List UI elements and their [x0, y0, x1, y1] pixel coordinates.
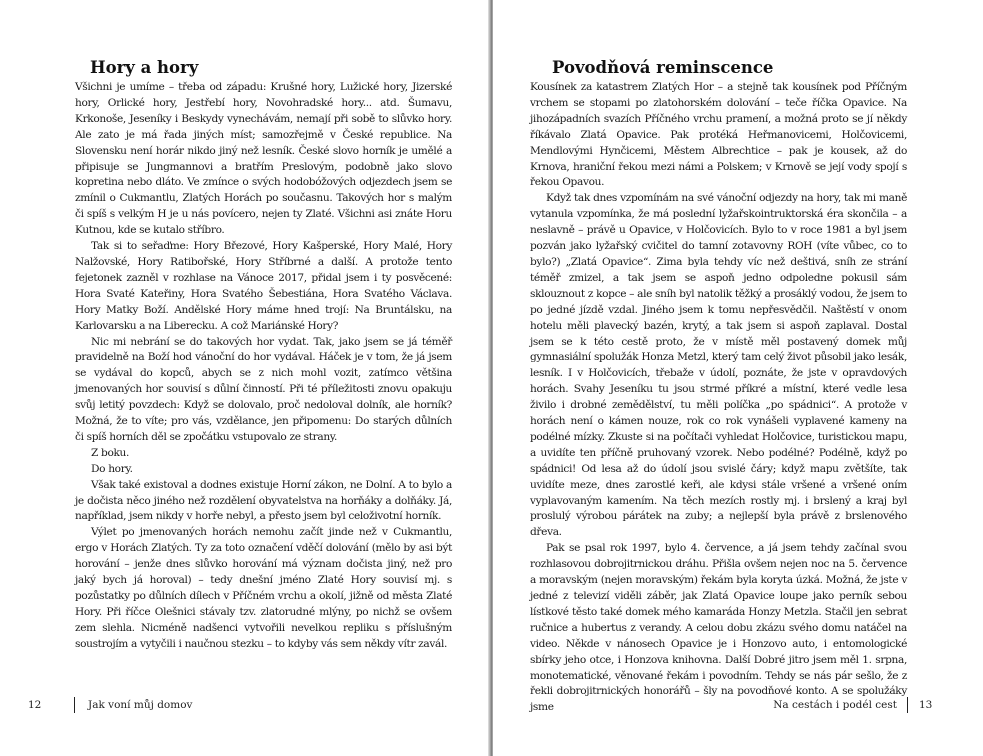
footer-divider [74, 697, 75, 713]
right-page-content [530, 58, 907, 716]
paragraph: Z boku. [91, 446, 130, 459]
paragraph: Však také existoval a dodnes existuje Horní zákon, ne Dolní. A to bylo a je dočista něco jiného než rozdělení obyvatelstva na horňáky a dolňáky. Já, například, jsem nikdy v horře nebyl, a přesto jsem byl celoživotní horník. [75, 478, 452, 523]
running-title: Jak voní můj domov [88, 699, 193, 711]
body-text [75, 80, 452, 653]
footer-divider [907, 697, 908, 713]
chapter-heading: Hory a hory [90, 58, 199, 77]
paragraph: Všichni je umíme – třeba od západu: Krušné hory, Lužické hory, Jizerské hory, Orlické hory, Jestřebí hory, Novohradské hory... atd. Šumavu, Krkonoše, Jeseníky i Beskydy vynechávám, nemají při sobě to slůvko hory. Ale zato je má řada jiných míst; samozřejmě v České republice. Na Slovensku není horár nikdo jiný než lesník. České slovo horník je umělé a připisuje se Jungmannovi a bratřím Preslovým, podobně jako slovo kopretina nebo dláto. Ve zmínce o svých hodobóžových odjezdech jsem se zmínil o Cukmantlu, Zlatých Horách po současnu. Takových hor s malým či spíš s velkým H je u nás povícero, nejen ty Zlaté. Všichni asi znáte Horu Kutnou, kde se kutalo stříbro. [75, 81, 452, 237]
page-footer [493, 695, 983, 715]
paragraph: Výlet po jmenovaných horách nemohu začít jinde než v Cukmantlu, ergo v Horách Zlatých. Ty za toto označení vděčí dolování (mělo by asi být horování – jenže dnes slůvko horování má význam dočista jiný, než pro jaký bych já horoval) – tedy dnešní jméno Zlaté Hory souvisí mj. s pozůstatky po důlních dílech v Příčném vrchu a okolí, jižně od města Zlaté Hory. Při říčce Olešnici stávaly tzv. zlatorudné mlýny, po nichž se ovšem zem slehla. Nicméně nadšenci vytvořili nevelkou repliku s příslušným soustrojím a vytyčili i naučnou stezku – to kdyby vás sem někdy vítr zavál. [75, 526, 452, 650]
paragraph: Nic mi nebrání se do takových hor vydat. Tak, jako jsem se já téměř pravidelně na Boží hod vánoční do hor vydával. Háček je v tom, že já jsem se vydával do kopců, abych se z nich mohl vozit, zatímco většina jmenovaných hor souvisí s důlní činností. Při té příležitosti znovu opakuju svůj letitý povzdech: Když se dolovalo, proč nedoloval dolník, ale horník? Možná, že to víte; pro vás, vzdělance, jen připomenu: Do starých důlních či spíš horních děl se zpočátku vstupovalo ze strany. [75, 335, 452, 443]
page-number: 12 [28, 699, 42, 711]
body-text [530, 80, 907, 716]
left-page [0, 0, 490, 756]
chapter-heading: Povodňová reminscence [552, 58, 774, 77]
paragraph: Když tak dnes vzpomínám na své vánoční odjezdy na hory, tak mi maně vytanula vzpomínka, že má poslední lyžařskointruktorská éra skončila – a neslavně – právě u Opavice, v Holčovicích. Bylo to v roce 1981 a byl jsem pozván jako lyžařský cvičitel do tamní zotavovny ROH (víte vůbec, co to bylo?) „Zlatá Opavice“. Zima byla tehdy víc než deštivá, sníh ze strání téměř zmizel, a tak jsem se aspoň jedno odpoledne pokusil sám sklouznout z kopce – ale sníh byl natolik těžký a prosáklý vodou, že jsem to po jedné jízdě vzdal. Jiného jsem k tomu nepřesvědčil. Naštěstí v onom hotelu měli plavecký bazén, krytý, a tak jsem si aspoň zaplaval. Dostal jsem se k této cestě proto, že v místě měl postavený domek můj gymnasiální spolužák Honza Metzl, který tam celý život působil jako lesák, lesník. I v Holčovicích, třebaže v údolí, poznáte, že jste v opravdových horách. Svahy Jeseníku tu jsou strmé příkré a místní, které vedle lesa živilo i drobné zemědělství, tu měli políčka „po spádnici“. A protože v horách není o kámen nouze, rok co rok vynášeli vyplavené kameny na podélné mízky. Zkuste si na počítači vyhledat Holčovice, turistickou mapu, a uvidíte ten příčně pruhovaný vzorek. Nebo podélné? Podélně, když po spádnici! Od lesa až do údolí jsou svislé čáry; když mapu zvětšíte, tak uvidíte meze, dnes zarostlé keři, ale kdysi stále vršené a vršené oním vyplavovaným kamením. Na těch mezích rostly mj. i brslený a kraj byl proslulý výrobou párátek na zuby; a nejlepší byla právě z brslenového dřeva. [530, 192, 907, 539]
page-number: 13 [919, 699, 933, 711]
paragraph: Do hory. [91, 462, 133, 475]
paragraph: Tak si to seřaďme: Hory Březové, Hory Kašperské, Hory Malé, Hory Nalžovské, Hory Ratibořské, Hory Stříbrné a další. A protože tento fejetonek zazněl v rozhlase na Vánoce 2017, přidal jsem i ty posvěcené: Hora Svaté Kateřiny, Hora Svatého Šebestiána, Hora Svatého Václava. Hory Matky Boží. Andělské Hory máme hned trojí: Na Bruntálsku, na Karlovarsku a na Liberecku. A což Mariánské Hory? [75, 240, 452, 332]
page-footer [0, 695, 490, 715]
running-title: Na cestách i podél cest [773, 699, 897, 711]
paragraph: Pak se psal rok 1997, bylo 4. července, a já jsem tehdy začínal svou rozhlasovou dobrojitrnickou dráhu. Přišla ovšem nejen noc na 5. července a moravským (nejen moravským) řekám byla koryta úzká. Možná, že jste v jedné z televizí viděli záběr, jak Zlatá Opavice loupe jako perník sebou lístkové těsto také domek mého kamaráda Honzy Metzla. Stačil jen sebrat ručnice a hubertus z verandy. A celou dobu zkázu svého domu natáčel na video. Někde v nánosech Opavice je i Honzovo auto, i entomologické sbírky jeho otce, i Honzova knihovna. Další Dobré jitro jsem měl 1. srpna, monotematické, věnované řekám i povodním. Tehdy se nás pár sešlo, že z řekli dobrojitrnických honorářů – šly na povodňové konto. A se spolužáky jsme [530, 542, 907, 714]
right-page [493, 0, 983, 756]
paragraph: Kousínek za katastrem Zlatých Hor – a stejně tak kousínek pod Příčným vrchem se stopami po zlatohorském dolování – teče říčka Opavice. Na jihozápadních svazích Příčného vrchu pramení, a možná proto se jí někdy říkávalo Zlatá Opavice. Pak protéká Heřmanovicemi, Holčovicemi, Mendlovými Hynčicemi, Městem Albrechtice – pak je kousek, až do Krnova, hraniční řekou mezi námi a Polskem; v Krnově se její vody spojí s řekou Opavou. [530, 81, 907, 189]
left-page-content [75, 58, 452, 653]
